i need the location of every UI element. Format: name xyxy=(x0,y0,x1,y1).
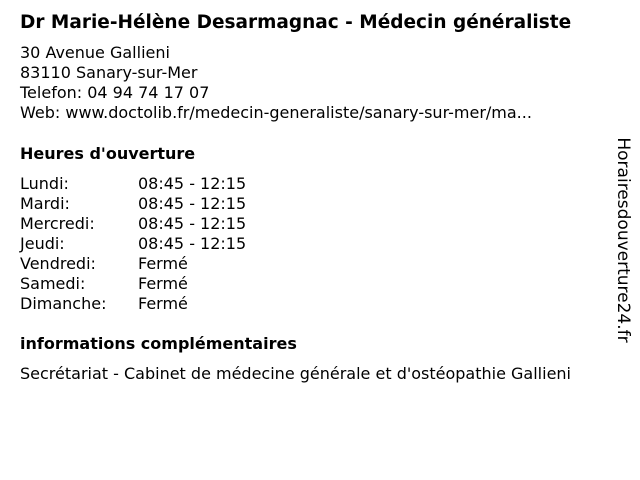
day-hours: 08:45 - 12:15 xyxy=(138,194,247,213)
opening-hours-table xyxy=(20,174,246,314)
day-label: Dimanche: xyxy=(20,294,107,313)
hours-row-saturday xyxy=(20,274,246,294)
hours-row-thursday xyxy=(20,234,246,254)
day-hours: 08:45 - 12:15 xyxy=(138,214,247,233)
additional-info-text: Secrétariat - Cabinet de médecine générale et d'ostéopathie Gallieni xyxy=(20,364,571,383)
opening-hours-heading: Heures d'ouverture xyxy=(20,144,196,163)
hours-row-wednesday xyxy=(20,214,246,234)
hours-row-monday xyxy=(20,174,246,194)
page-title: Dr Marie-Hélène Desarmagnac - Médecin généraliste xyxy=(20,12,572,33)
day-label: Mardi: xyxy=(20,194,70,213)
additional-info-heading: informations complémentaires xyxy=(20,334,297,353)
day-hours: Fermé xyxy=(138,254,188,273)
day-hours: Fermé xyxy=(138,274,188,293)
day-label: Mercredi: xyxy=(20,214,95,233)
day-hours: 08:45 - 12:15 xyxy=(138,174,247,193)
day-label: Jeudi: xyxy=(20,234,65,253)
day-hours: Fermé xyxy=(138,294,188,313)
hours-row-friday xyxy=(20,254,246,274)
day-label: Lundi: xyxy=(20,174,69,193)
site-brand-watermark: Horairesdouverture24.fr xyxy=(613,137,633,343)
address-block xyxy=(20,43,532,123)
website-link: Web: www.doctolib.fr/medecin-generaliste/sanary-sur-mer/ma... xyxy=(20,103,532,122)
city-address: 83110 Sanary-sur-Mer xyxy=(20,63,198,82)
phone-number: Telefon: 04 94 74 17 07 xyxy=(20,83,210,102)
hours-row-tuesday xyxy=(20,194,246,214)
day-label: Vendredi: xyxy=(20,254,96,273)
day-label: Samedi: xyxy=(20,274,86,293)
day-hours: 08:45 - 12:15 xyxy=(138,234,247,253)
hours-row-sunday xyxy=(20,294,246,314)
street-address: 30 Avenue Gallieni xyxy=(20,43,170,62)
